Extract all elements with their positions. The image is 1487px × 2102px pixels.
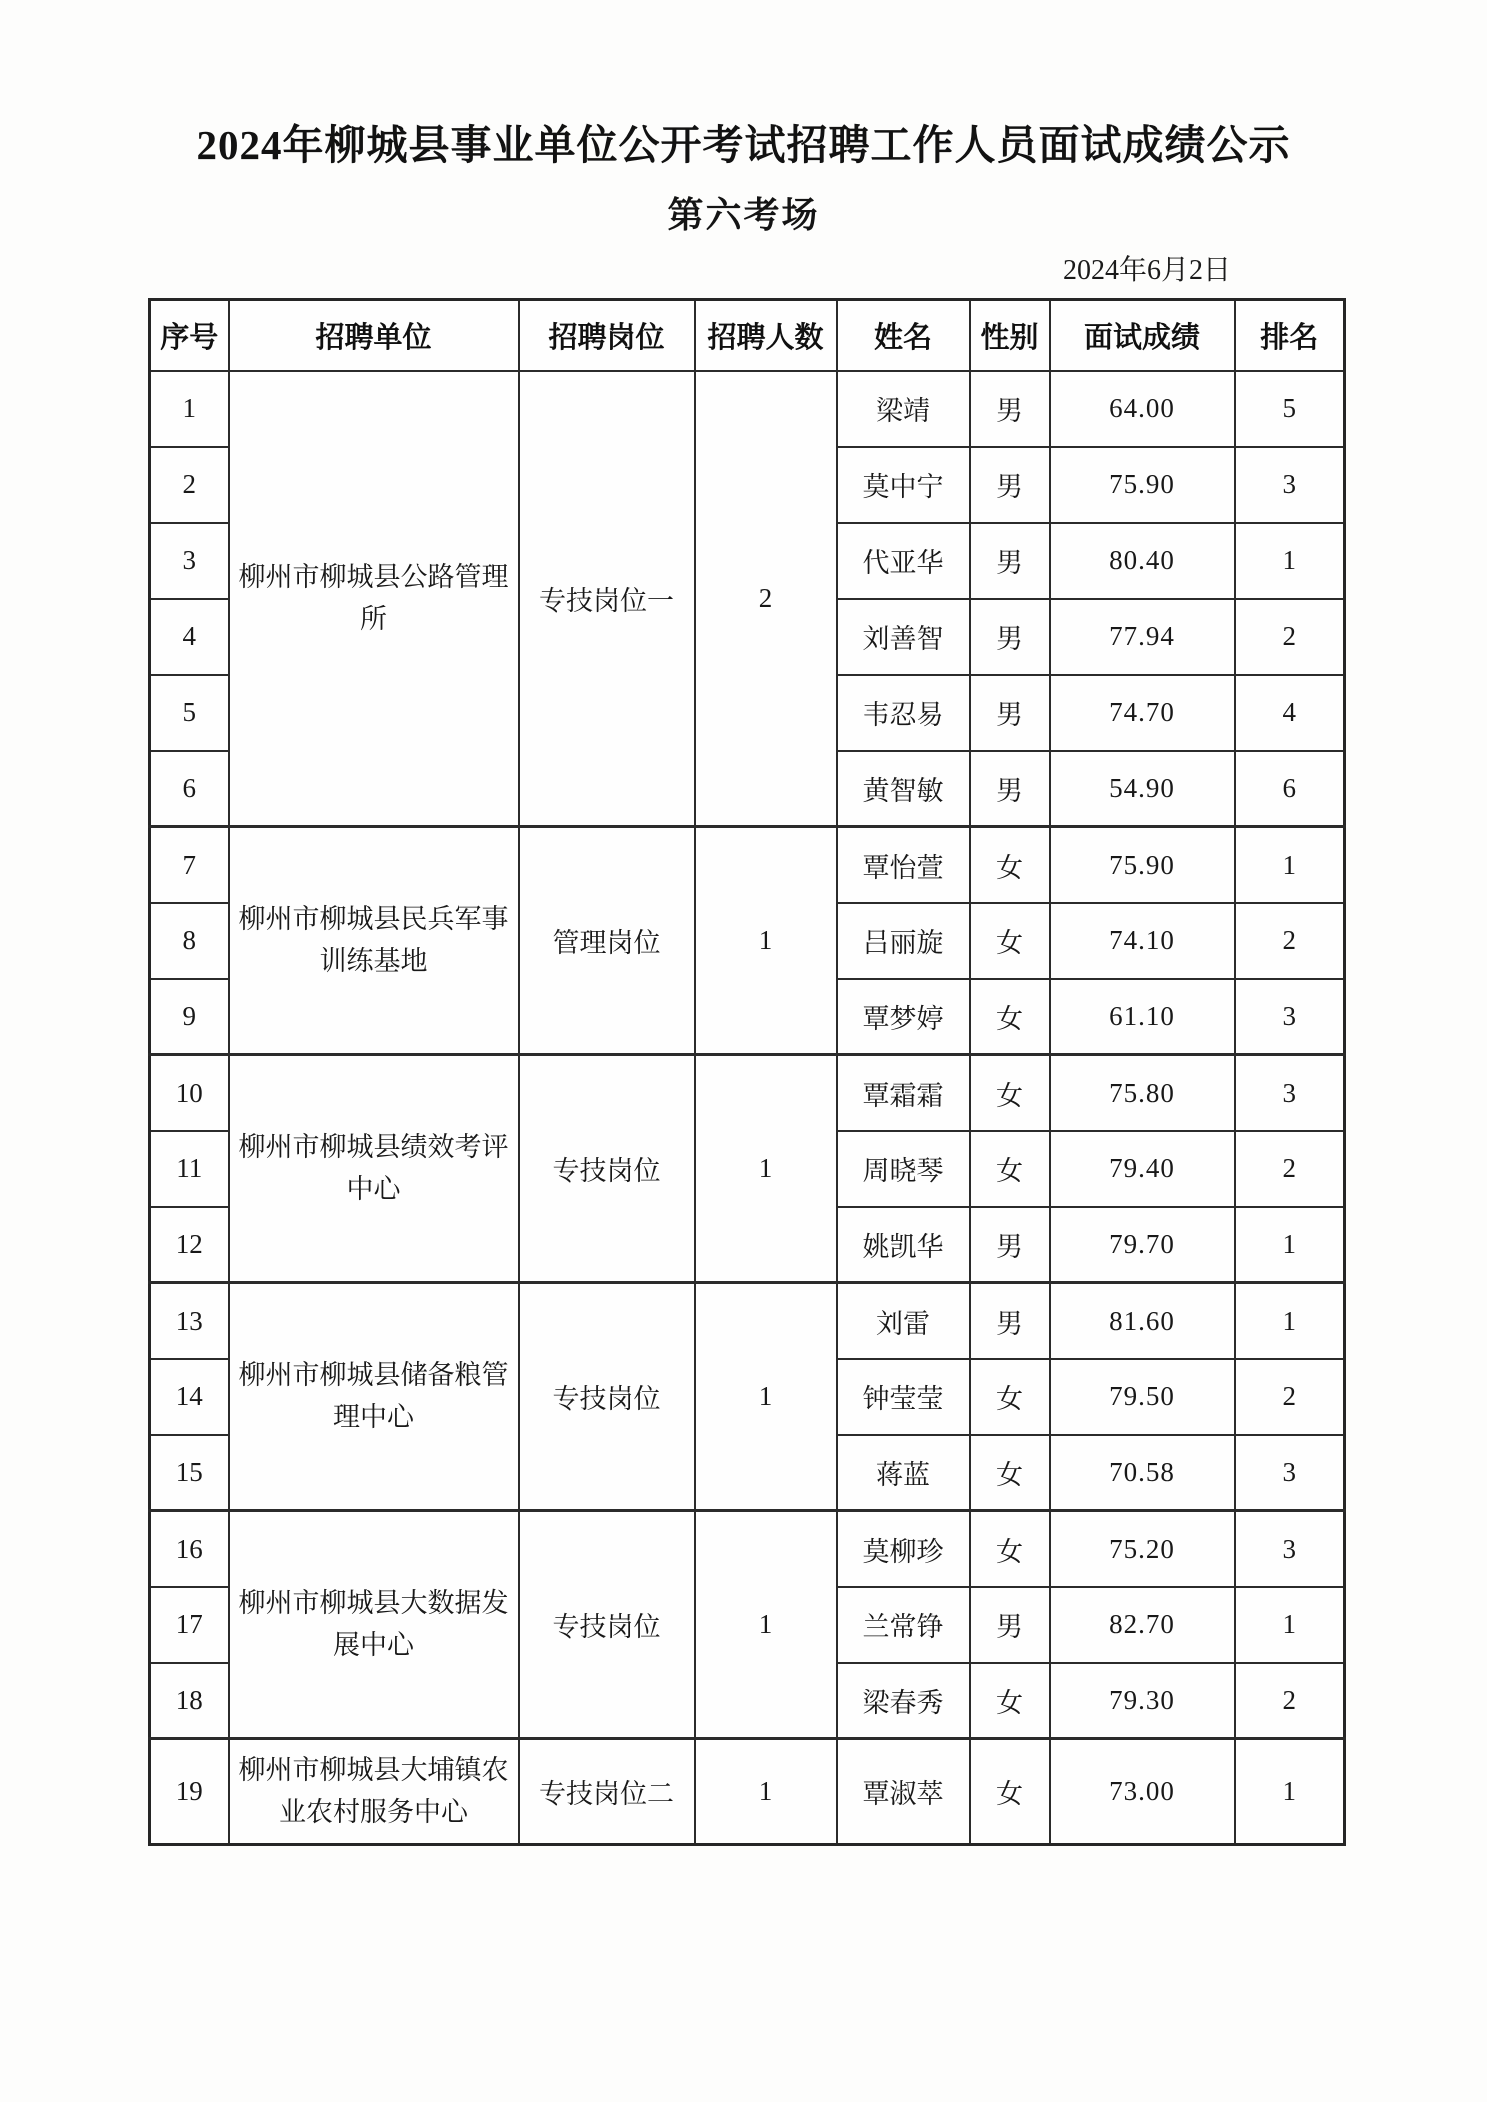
rank-cell: 6 — [1235, 751, 1345, 827]
rank-cell: 3 — [1235, 1055, 1345, 1131]
document-date: 2024年6月2日 — [1062, 255, 1231, 287]
serial-number-cell: 5 — [150, 675, 229, 751]
column-header: 招聘岗位 — [519, 300, 695, 371]
headcount-cell: 1 — [695, 1055, 837, 1283]
gender-cell: 女 — [970, 1511, 1050, 1587]
table-row — [150, 827, 1345, 903]
interview-score-cell: 73.00 — [1050, 1739, 1235, 1845]
candidate-name-cell: 覃梦婷 — [837, 979, 970, 1055]
gender-cell: 男 — [970, 1587, 1050, 1663]
serial-number-cell: 10 — [150, 1055, 229, 1131]
interview-score-cell: 54.90 — [1050, 751, 1235, 827]
column-header: 姓名 — [837, 300, 970, 371]
serial-number-cell: 9 — [150, 979, 229, 1055]
column-header: 招聘单位 — [229, 300, 519, 371]
recruiting-unit-cell: 柳州市柳城县公路管理所 — [229, 371, 519, 827]
recruiting-unit-cell: 柳州市柳城县大数据发展中心 — [229, 1511, 519, 1739]
candidate-name-cell: 覃怡萱 — [837, 827, 970, 903]
gender-cell: 女 — [970, 1055, 1050, 1131]
interview-score-cell: 77.94 — [1050, 599, 1235, 675]
candidate-name-cell: 莫柳珍 — [837, 1511, 970, 1587]
interview-score-cell: 80.40 — [1050, 523, 1235, 599]
serial-number-cell: 8 — [150, 903, 229, 979]
interview-score-cell: 74.10 — [1050, 903, 1235, 979]
candidate-name-cell: 兰常铮 — [837, 1587, 970, 1663]
recruiting-unit-cell: 柳州市柳城县绩效考评中心 — [229, 1055, 519, 1283]
serial-number-cell: 14 — [150, 1359, 229, 1435]
serial-number-cell: 4 — [150, 599, 229, 675]
candidate-name-cell: 刘雷 — [837, 1283, 970, 1359]
candidate-name-cell: 梁靖 — [837, 371, 970, 447]
rank-cell: 3 — [1235, 979, 1345, 1055]
rank-cell: 2 — [1235, 903, 1345, 979]
gender-cell: 女 — [970, 1359, 1050, 1435]
table-header-row — [150, 300, 1345, 371]
column-header: 序号 — [150, 300, 229, 371]
interview-score-cell: 82.70 — [1050, 1587, 1235, 1663]
table-row — [150, 1283, 1345, 1359]
rank-cell: 2 — [1235, 1359, 1345, 1435]
document-title: 2024年柳城县事业单位公开考试招聘工作人员面试成绩公示 — [196, 122, 1291, 168]
rank-cell: 3 — [1235, 1511, 1345, 1587]
interview-score-cell: 75.20 — [1050, 1511, 1235, 1587]
position-cell: 专技岗位 — [519, 1511, 695, 1739]
column-header: 性别 — [970, 300, 1050, 371]
position-cell: 专技岗位一 — [519, 371, 695, 827]
candidate-name-cell: 莫中宁 — [837, 447, 970, 523]
rank-cell: 1 — [1235, 1207, 1345, 1283]
gender-cell: 男 — [970, 675, 1050, 751]
serial-number-cell: 12 — [150, 1207, 229, 1283]
rank-cell: 1 — [1235, 827, 1345, 903]
table-row — [150, 1055, 1345, 1131]
interview-score-cell: 64.00 — [1050, 371, 1235, 447]
candidate-name-cell: 梁春秀 — [837, 1663, 970, 1739]
gender-cell: 男 — [970, 1283, 1050, 1359]
interview-score-cell: 79.50 — [1050, 1359, 1235, 1435]
gender-cell: 男 — [970, 599, 1050, 675]
interview-score-cell: 75.90 — [1050, 447, 1235, 523]
rank-cell: 3 — [1235, 1435, 1345, 1511]
headcount-cell: 1 — [695, 827, 837, 1055]
position-cell: 专技岗位 — [519, 1283, 695, 1511]
headcount-cell: 1 — [695, 1739, 837, 1845]
headcount-cell: 1 — [695, 1283, 837, 1511]
serial-number-cell: 16 — [150, 1511, 229, 1587]
position-cell: 专技岗位二 — [519, 1739, 695, 1845]
rank-cell: 1 — [1235, 1587, 1345, 1663]
serial-number-cell: 3 — [150, 523, 229, 599]
rank-cell: 4 — [1235, 675, 1345, 751]
rank-cell: 1 — [1235, 1283, 1345, 1359]
table-row — [150, 1511, 1345, 1587]
interview-score-cell: 74.70 — [1050, 675, 1235, 751]
gender-cell: 女 — [970, 979, 1050, 1055]
candidate-name-cell: 蒋蓝 — [837, 1435, 970, 1511]
rank-cell: 5 — [1235, 371, 1345, 447]
candidate-name-cell: 吕丽旋 — [837, 903, 970, 979]
candidate-name-cell: 钟莹莹 — [837, 1359, 970, 1435]
rank-cell: 2 — [1235, 1131, 1345, 1207]
recruiting-unit-cell: 柳州市柳城县民兵军事训练基地 — [229, 827, 519, 1055]
interview-results-table — [148, 298, 1346, 1846]
interview-score-cell: 75.90 — [1050, 827, 1235, 903]
gender-cell: 女 — [970, 1739, 1050, 1845]
interview-score-cell: 79.30 — [1050, 1663, 1235, 1739]
rank-cell: 1 — [1235, 523, 1345, 599]
rank-cell: 2 — [1235, 1663, 1345, 1739]
candidate-name-cell: 姚凯华 — [837, 1207, 970, 1283]
recruiting-unit-cell: 柳州市柳城县大埔镇农业农村服务中心 — [229, 1739, 519, 1845]
interview-score-cell: 79.40 — [1050, 1131, 1235, 1207]
gender-cell: 男 — [970, 751, 1050, 827]
serial-number-cell: 1 — [150, 371, 229, 447]
recruiting-unit-cell: 柳州市柳城县储备粮管理中心 — [229, 1283, 519, 1511]
rank-cell: 1 — [1235, 1739, 1345, 1845]
serial-number-cell: 11 — [150, 1131, 229, 1207]
serial-number-cell: 17 — [150, 1587, 229, 1663]
gender-cell: 男 — [970, 371, 1050, 447]
position-cell: 专技岗位 — [519, 1055, 695, 1283]
gender-cell: 女 — [970, 1663, 1050, 1739]
headcount-cell: 1 — [695, 1511, 837, 1739]
rank-cell: 2 — [1235, 599, 1345, 675]
interview-score-cell: 70.58 — [1050, 1435, 1235, 1511]
interview-score-cell: 79.70 — [1050, 1207, 1235, 1283]
candidate-name-cell: 黄智敏 — [837, 751, 970, 827]
candidate-name-cell: 韦忍易 — [837, 675, 970, 751]
candidate-name-cell: 覃霜霜 — [837, 1055, 970, 1131]
interview-score-cell: 81.60 — [1050, 1283, 1235, 1359]
gender-cell: 男 — [970, 447, 1050, 523]
headcount-cell: 2 — [695, 371, 837, 827]
position-cell: 管理岗位 — [519, 827, 695, 1055]
rank-cell: 3 — [1235, 447, 1345, 523]
serial-number-cell: 2 — [150, 447, 229, 523]
gender-cell: 男 — [970, 1207, 1050, 1283]
column-header: 面试成绩 — [1050, 300, 1235, 371]
candidate-name-cell: 周晓琴 — [837, 1131, 970, 1207]
candidate-name-cell: 代亚华 — [837, 523, 970, 599]
interview-score-cell: 61.10 — [1050, 979, 1235, 1055]
gender-cell: 女 — [970, 1435, 1050, 1511]
candidate-name-cell: 刘善智 — [837, 599, 970, 675]
serial-number-cell: 15 — [150, 1435, 229, 1511]
gender-cell: 女 — [970, 827, 1050, 903]
serial-number-cell: 13 — [150, 1283, 229, 1359]
table-row — [150, 371, 1345, 447]
serial-number-cell: 19 — [150, 1739, 229, 1845]
gender-cell: 男 — [970, 523, 1050, 599]
interview-score-cell: 75.80 — [1050, 1055, 1235, 1131]
document-subtitle: 第六考场 — [667, 195, 820, 236]
serial-number-cell: 18 — [150, 1663, 229, 1739]
gender-cell: 女 — [970, 1131, 1050, 1207]
column-header: 排名 — [1235, 300, 1345, 371]
serial-number-cell: 7 — [150, 827, 229, 903]
column-header: 招聘人数 — [695, 300, 837, 371]
serial-number-cell: 6 — [150, 751, 229, 827]
table-row — [150, 1739, 1345, 1845]
candidate-name-cell: 覃淑萃 — [837, 1739, 970, 1845]
gender-cell: 女 — [970, 903, 1050, 979]
